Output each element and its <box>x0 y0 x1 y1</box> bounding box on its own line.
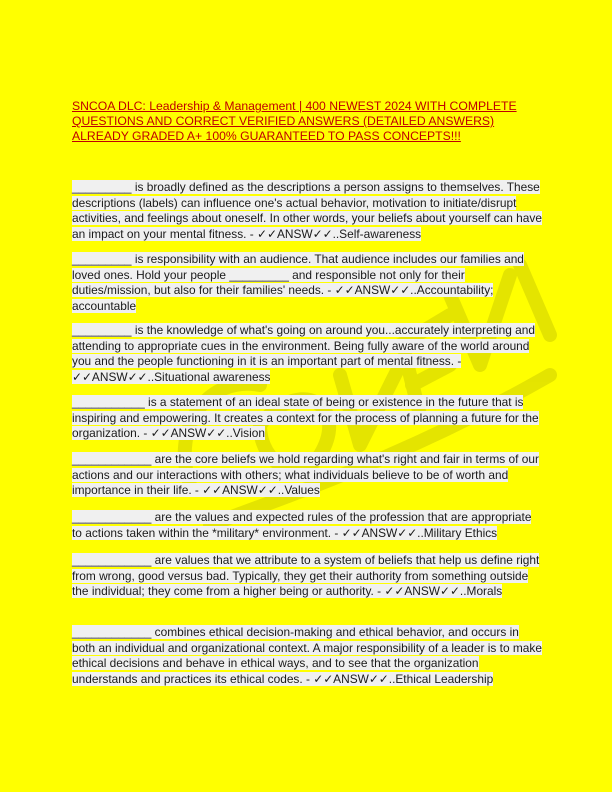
qa-item-accountability <box>72 252 544 314</box>
qa-item-text: ____________ are the core beliefs we hold regarding what's right and fair in terms of our actions and our interactions with others; what individuals believe to be of worth and importance in their life. - ✓✓ANSW✓✓..Values <box>72 452 539 498</box>
qa-item-text: _________ is responsibility with an audience. That audience includes our families and loved ones. Hold your people _________ and responsible not only for their duties/mission, but also for their families' needs. - ✓✓ANSW✓✓..Accountability; accountable <box>72 252 524 313</box>
qa-item-military-ethics <box>72 510 544 541</box>
qa-item-text: ____________ are values that we attribute to a system of beliefs that help us define right from wrong, good versus bad. Typically, they get their authority from something outside the individual; they come from a higher being or authority. - ✓✓ANSW✓✓..Morals <box>72 553 540 599</box>
qa-item-text: _________ is broadly defined as the descriptions a person assigns to themselves. These descriptions (labels) can influence one's actual behavior, motivation to initiate/disrupt activities, and feelings about oneself. In other words, your beliefs about yourself can have an impact on your mental fitness. - ✓✓ANSW✓✓..Self-awareness <box>72 180 542 241</box>
qa-item-morals <box>72 553 544 600</box>
qa-item-text: ____________ are the values and expected rules of the profession that are appropriate to actions taken within the *military* environment. - ✓✓ANSW✓✓..Military Ethics <box>72 510 532 540</box>
qa-item-vision <box>72 395 544 442</box>
qa-item-text: ____________ combines ethical decision-making and ethical behavior, and occurs in both an individual and organizational context. A major responsibility of a leader is to make ethical decisions and behave in ethical ways, and to see that the organization understands and practices its ethical codes. - ✓✓ANSW✓✓..Ethical Leadership <box>72 625 542 686</box>
qa-item-self-awareness <box>72 180 544 242</box>
qa-item-text: _________ is the knowledge of what's going on around you...accurately interpreting and attending to appropriate cues in the environment. Being fully aware of the world around you and the people functioning in it is an important part of mental fitness. - ✓✓ANSW✓✓..Situational awareness <box>72 323 536 384</box>
qa-item-text: ___________ is a statement of an ideal state of being or existence in the future that is inspiring and empowering. It creates a context for the process of planning a future for the organization. - ✓✓ANSW✓✓..Vision <box>72 395 539 441</box>
qa-item-situational-awareness <box>72 323 544 385</box>
qa-item-values <box>72 452 544 499</box>
document-title: SNCOA DLC: Leadership & Management | 400 NEWEST 2024 WITH COMPLETE QUESTIONS AND CORRECT VERIFIED ANSWERS (DETAILED ANSWERS) ALREADY GRADED A+ 100% GUARANTEED TO PASS CONCEPTS!!! <box>72 99 517 143</box>
qa-item-ethical-leadership <box>72 625 544 687</box>
